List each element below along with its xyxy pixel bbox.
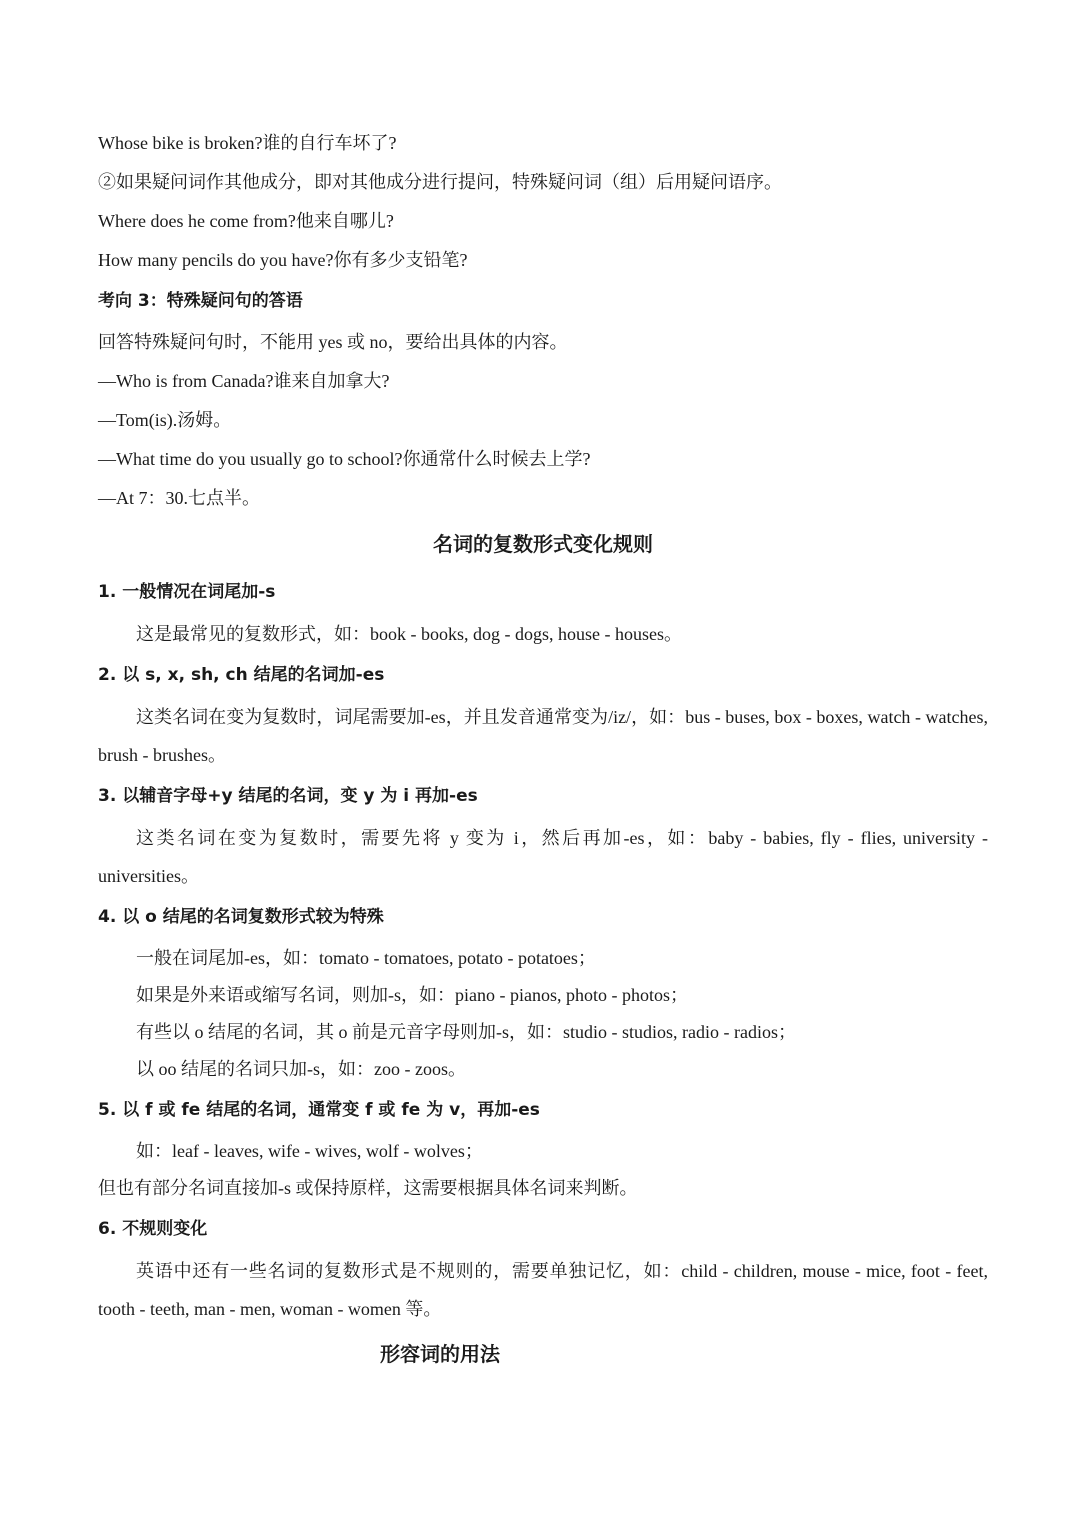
rule-line: 一般在词尾加-es，如：tomato - tomatoes, potato - potatoes；	[136, 948, 596, 968]
section-line: 回答特殊疑问句时，不能用 yes 或 no，要给出具体的内容。	[98, 332, 568, 352]
rule-heading: 2. 以 s, x, sh, ch 结尾的名词加-es	[98, 665, 385, 685]
rule-paragraph: 英语中还有一些名词的复数形式是不规则的，需要单独记忆，如：child - children, mouse - mice, foot - feet, tooth - teeth, man - men, woman - women 等。	[98, 1261, 988, 1319]
rule-heading: 1. 一般情况在词尾加-s	[98, 582, 276, 602]
section-line: —At 7：30.七点半。	[98, 488, 260, 508]
section-line: —Who is from Canada?谁来自加拿大?	[98, 371, 390, 391]
section-line: —What time do you usually go to school?你通常什么时候去上学?	[98, 449, 591, 469]
intro-line: Whose bike is broken?谁的自行车坏了?	[98, 133, 397, 153]
adjective-title: 形容词的用法	[380, 1342, 500, 1366]
rule-paragraph: 这类名词在变为复数时，词尾需要加-es，并且发音通常变为/iz/，如：bus - buses, box - boxes, watch - watches, brush - brushes。	[98, 707, 988, 765]
intro-line: ②如果疑问词作其他成分，即对其他成分进行提问，特殊疑问词（组）后用疑问语序。	[98, 172, 782, 192]
rule-heading: 5. 以 f 或 fe 结尾的名词，通常变 f 或 fe 为 v，再加-es	[98, 1100, 540, 1120]
rule-line: 以 oo 结尾的名词只加-s，如：zoo - zoos。	[136, 1059, 466, 1079]
rule-paragraph: 这类名词在变为复数时，需要先将 y 变为 i，然后再加-es，如：baby - babies, fly - flies, university - universities。	[98, 828, 988, 886]
rule-line: 如：leaf - leaves, wife - wives, wolf - wolves；	[136, 1141, 483, 1161]
plural-title: 名词的复数形式变化规则	[433, 532, 653, 556]
rule-line: 如果是外来语或缩写名词，则加-s，如：piano - pianos, photo - photos；	[136, 985, 688, 1005]
rule-plain-line: 但也有部分名词直接加-s 或保持原样，这需要根据具体名词来判断。	[98, 1178, 638, 1198]
rule-heading: 4. 以 o 结尾的名词复数形式较为特殊	[98, 907, 384, 927]
rule-heading: 6. 不规则变化	[98, 1219, 208, 1239]
rule-paragraph: 这是最常见的复数形式，如：book - books, dog - dogs, house - houses。	[136, 624, 682, 644]
section-line: —Tom(is).汤姆。	[98, 410, 232, 430]
rule-line: 有些以 o 结尾的名词，其 o 前是元音字母则加-s，如：studio - studios, radio - radios；	[136, 1022, 796, 1042]
document-page	[98, 124, 988, 1380]
section-heading: 考向 3：特殊疑问句的答语	[98, 291, 303, 311]
intro-line: How many pencils do you have?你有多少支铅笔?	[98, 250, 468, 270]
rule-heading: 3. 以辅音字母+y 结尾的名词，变 y 为 i 再加-es	[98, 786, 478, 806]
intro-line: Where does he come from?他来自哪儿?	[98, 211, 394, 231]
